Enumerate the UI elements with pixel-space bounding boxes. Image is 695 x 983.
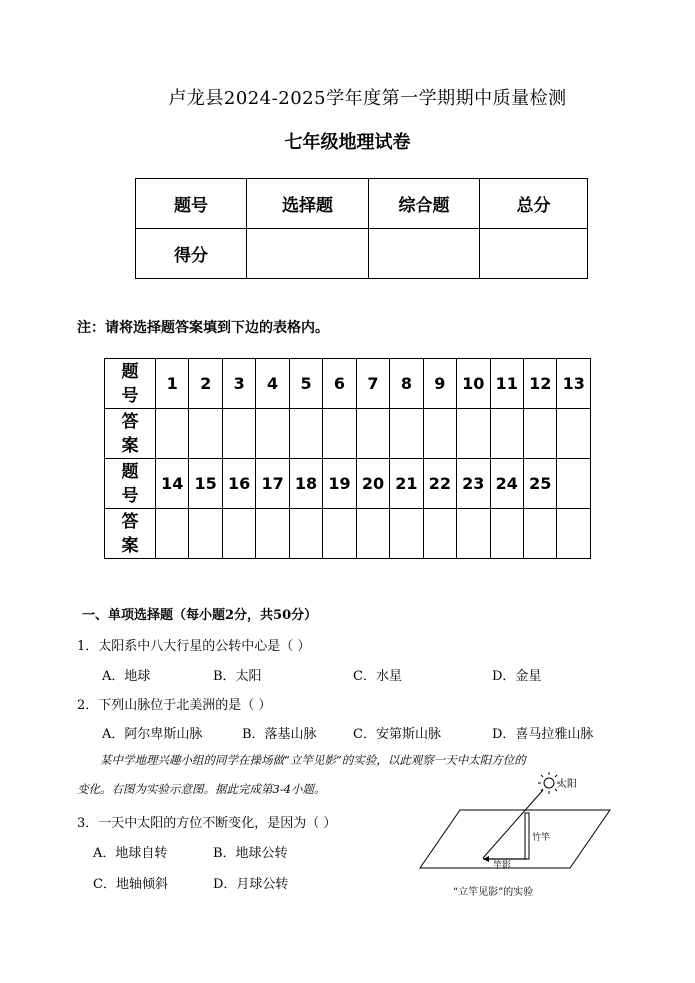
question-number: 2	[189, 359, 222, 409]
score-header-cell: 综合题	[369, 179, 480, 229]
answer-note: 注：请将选择题答案填到下边的表格内。	[77, 320, 329, 336]
answer-cell[interactable]	[256, 409, 289, 459]
q3-option-c[interactable]: C．地轴倾斜	[93, 877, 168, 892]
answer-cell[interactable]	[189, 409, 222, 459]
passage-line-2: 变化。右图为实验示意图。据此完成第3-4小题。	[77, 782, 326, 796]
answer-cell[interactable]	[490, 409, 523, 459]
question-number: 12	[523, 359, 556, 409]
score-table-header-row	[136, 179, 588, 229]
shadow-label: 竿影	[493, 861, 512, 871]
section-heading: 一、单项选择题（每小题2分，共50分）	[82, 608, 318, 623]
question-number: 14	[156, 459, 189, 509]
passage-line-1: 某中学地理兴趣小组的同学在操场做“立竿见影”的实验，以此观察一天中太阳方位的	[100, 753, 526, 767]
score-row-label: 得分	[136, 229, 247, 279]
question-number-empty	[557, 459, 591, 509]
sun-ray	[483, 790, 543, 858]
answer-cell[interactable]	[222, 509, 255, 559]
question-number: 1	[156, 359, 189, 409]
score-cell-total[interactable]	[480, 229, 588, 279]
answer-cell[interactable]	[356, 509, 389, 559]
question-number: 21	[390, 459, 423, 509]
score-table	[135, 178, 588, 279]
answer-cell[interactable]	[390, 409, 423, 459]
q1-option-a[interactable]: A．地球	[102, 669, 151, 684]
answer-number-row	[105, 359, 591, 409]
q1-option-d[interactable]: D．金星	[492, 669, 542, 684]
answer-cell[interactable]	[490, 509, 523, 559]
question-number: 18	[289, 459, 322, 509]
q1-option-c[interactable]: C．水星	[353, 669, 402, 684]
q3-option-b[interactable]: B．地球公转	[213, 846, 288, 861]
question-number: 19	[323, 459, 356, 509]
answer-number-row	[105, 459, 591, 509]
answer-cell[interactable]	[323, 409, 356, 459]
question-number: 25	[523, 459, 556, 509]
answer-cell[interactable]	[523, 409, 556, 459]
number-row-label: 题 号	[105, 359, 156, 409]
answer-cell[interactable]	[523, 509, 556, 559]
answer-cell[interactable]	[289, 409, 322, 459]
answer-cell[interactable]	[557, 409, 591, 459]
score-header-cell: 总分	[480, 179, 588, 229]
q1-option-b[interactable]: B．太阳	[213, 669, 262, 684]
score-table-row	[136, 229, 588, 279]
answer-cell[interactable]	[189, 509, 222, 559]
question-number: 5	[289, 359, 322, 409]
question-number: 10	[457, 359, 490, 409]
answer-grid	[104, 358, 591, 559]
answer-cell[interactable]	[423, 409, 456, 459]
question-number: 4	[256, 359, 289, 409]
q2-option-c[interactable]: C．安第斯山脉	[353, 727, 441, 742]
figure-caption: “立竿见影”的实验	[453, 887, 534, 898]
question-number: 23	[457, 459, 490, 509]
question-number: 16	[222, 459, 255, 509]
question-number: 24	[490, 459, 523, 509]
score-cell-choice[interactable]	[247, 229, 369, 279]
answer-row	[105, 409, 591, 459]
q3-option-d[interactable]: D．月球公转	[213, 877, 289, 892]
question-number: 11	[490, 359, 523, 409]
question-number: 13	[557, 359, 591, 409]
question-number: 8	[390, 359, 423, 409]
question-number: 22	[423, 459, 456, 509]
q2-option-b[interactable]: B．落基山脉	[242, 727, 317, 742]
answer-cell[interactable]	[256, 509, 289, 559]
bamboo-pole	[525, 813, 529, 859]
answer-row-label: 答 案	[105, 509, 156, 559]
exam-subtitle: 七年级地理试卷	[284, 132, 411, 153]
question-number: 17	[256, 459, 289, 509]
score-cell-comprehensive[interactable]	[369, 229, 480, 279]
answer-cell[interactable]	[156, 509, 189, 559]
pole-shadow-diagram	[405, 768, 625, 908]
answer-cell[interactable]	[156, 409, 189, 459]
answer-cell[interactable]	[222, 409, 255, 459]
answer-cell[interactable]	[356, 409, 389, 459]
question-2-text: 2．下列山脉位于北美洲的是（ ）	[77, 698, 272, 713]
q2-option-d[interactable]: D．喜马拉雅山脉	[492, 727, 594, 742]
score-header-cell: 题号	[136, 179, 247, 229]
q2-option-a[interactable]: A．阿尔卑斯山脉	[102, 727, 203, 742]
exam-title: 卢龙县2024-2025学年度第一学期期中质量检测	[168, 88, 567, 109]
question-number: 6	[323, 359, 356, 409]
question-number: 9	[423, 359, 456, 409]
answer-cell[interactable]	[289, 509, 322, 559]
answer-row	[105, 509, 591, 559]
answer-cell[interactable]	[557, 509, 591, 559]
sun-label: 太阳	[557, 779, 577, 790]
score-header-cell: 选择题	[247, 179, 369, 229]
question-number: 20	[356, 459, 389, 509]
answer-cell[interactable]	[457, 409, 490, 459]
question-3-text: 3．一天中太阳的方位不断变化，是因为（ ）	[77, 816, 337, 831]
pole-label: 竹竿	[532, 833, 551, 843]
answer-cell[interactable]	[323, 509, 356, 559]
question-number: 3	[222, 359, 255, 409]
answer-cell[interactable]	[457, 509, 490, 559]
answer-cell[interactable]	[390, 509, 423, 559]
answer-cell[interactable]	[423, 509, 456, 559]
question-1-text: 1．太阳系中八大行星的公转中心是（ ）	[77, 639, 311, 654]
question-number: 7	[356, 359, 389, 409]
q3-option-a[interactable]: A．地球自转	[93, 846, 168, 861]
question-number: 15	[189, 459, 222, 509]
answer-row-label: 答 案	[105, 409, 156, 459]
number-row-label: 题 号	[105, 459, 156, 509]
